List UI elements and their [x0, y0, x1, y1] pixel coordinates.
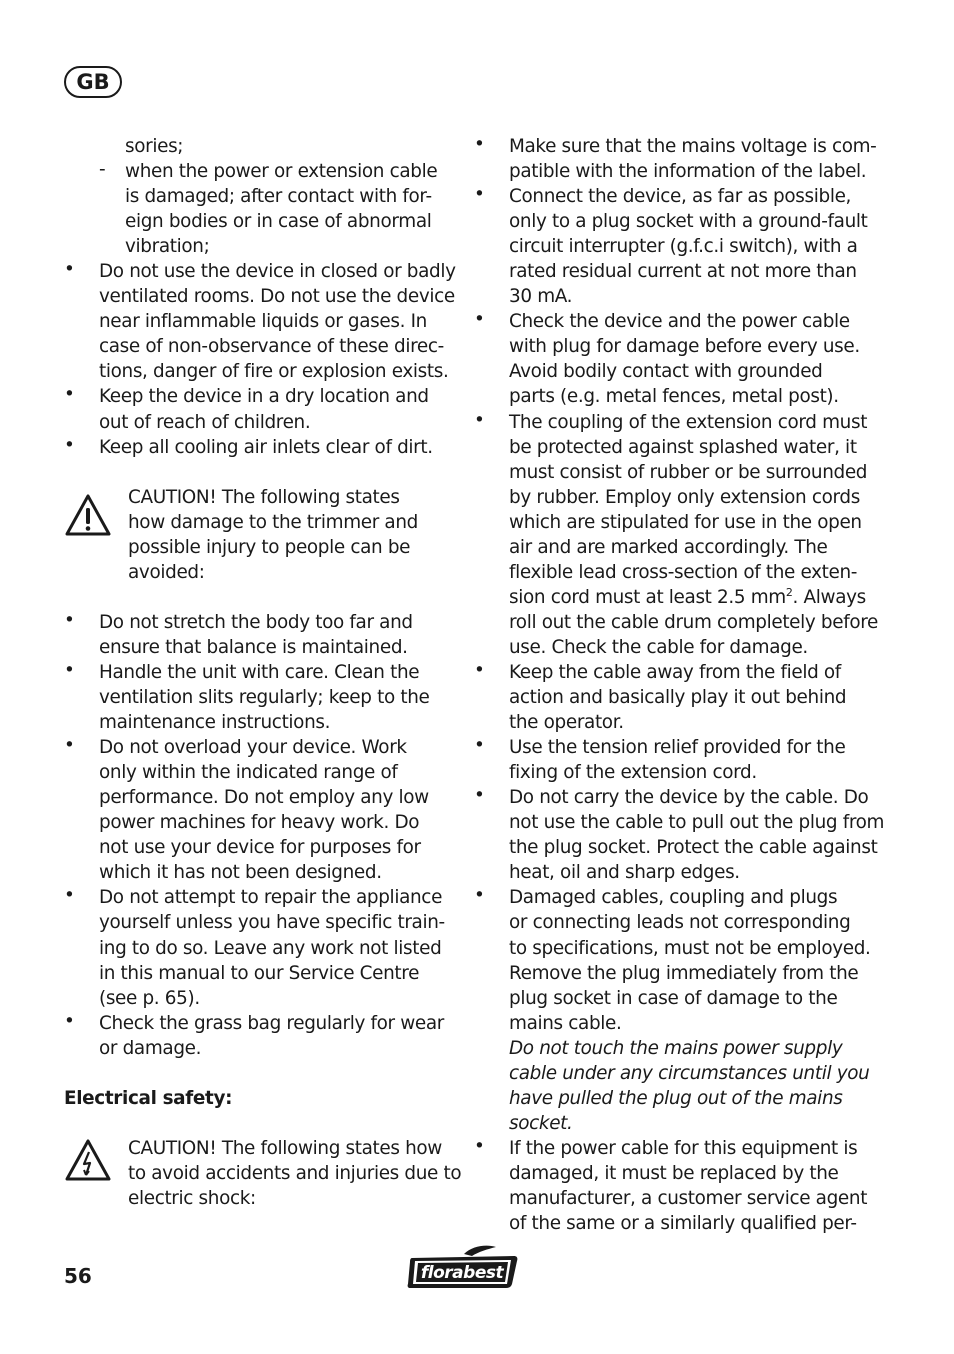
bullet: •	[64, 434, 75, 456]
bullet-item	[64, 660, 454, 735]
italic-note: socket.	[509, 1112, 573, 1134]
text-line: Keep the cable away from the field of	[509, 661, 841, 683]
text-line: only within the indicated range of	[99, 762, 398, 784]
bullet-item	[474, 309, 866, 409]
warning-exclamation-icon	[64, 493, 112, 537]
dash-item	[64, 159, 454, 259]
text-line: rated residual current at not more than	[509, 261, 857, 283]
text-line: The coupling of the extension cord must	[509, 411, 868, 433]
text-line: Connect the device, as far as possible,	[509, 186, 852, 208]
bullet: •	[474, 409, 485, 431]
bullet-item	[64, 610, 454, 660]
text-line: Make sure that the mains voltage is com-	[509, 136, 877, 157]
bullet-item	[474, 409, 879, 660]
text-line: Keep all cooling air inlets clear of dirt.	[99, 436, 433, 458]
bullet-item	[64, 435, 454, 460]
bullet-item	[64, 1011, 454, 1061]
bullet: •	[474, 134, 485, 155]
italic-note: cable under any circumstances until you	[509, 1062, 870, 1084]
text-line: must consist of rubber or be surrounded	[509, 461, 868, 483]
text-line: the operator.	[509, 712, 624, 734]
text-line: only to a plug socket with a ground-fault	[509, 211, 868, 233]
text-line: with plug for damage before every use.	[509, 336, 860, 358]
bullet: •	[64, 609, 75, 631]
text-line: Use the tension relief provided for the	[509, 737, 846, 759]
text-line: not use your device for purposes for	[99, 837, 421, 859]
text-line: which are stipulated for use in the open	[509, 511, 862, 533]
text-line: of the same or a similarly qualified per-	[509, 1213, 857, 1235]
text-line: Remove the plug immediately from the	[509, 962, 859, 984]
text-line: 30 mA.	[509, 286, 573, 308]
page-number: 56	[64, 1264, 92, 1288]
text-line: Check the grass bag regularly for wear	[99, 1012, 445, 1034]
bullet: •	[474, 735, 485, 757]
text-line: manufacturer, a customer service agent	[509, 1187, 868, 1209]
italic-note: have pulled the plug out of the mains	[509, 1087, 843, 1109]
text-line: ensure that balance is maintained.	[99, 636, 408, 658]
text-line: be protected against splashed water, it	[509, 436, 857, 458]
bullet: •	[474, 309, 485, 331]
text-line: fixing of the extension cord.	[509, 762, 757, 784]
text-line: which it has not been designed.	[99, 862, 382, 884]
bullet-item	[64, 735, 454, 885]
logo-text: florabest	[420, 1263, 504, 1283]
text-line: Check the device and the power cable	[509, 311, 850, 333]
bullet: •	[474, 659, 485, 681]
text-line: performance. Do not employ any low	[99, 787, 429, 809]
text-line: sories;	[125, 136, 184, 157]
bullet: •	[474, 1135, 485, 1157]
italic-note: Do not touch the mains power supply	[509, 1037, 843, 1059]
text-line: parts (e.g. metal fences, metal post).	[509, 386, 839, 408]
bullet-item	[64, 259, 454, 384]
text-line: flexible lead cross-section of the exten-	[509, 561, 858, 583]
text-fragment: . Always	[792, 586, 866, 608]
text-line: vibration;	[125, 236, 210, 258]
text-line: ventilation slits regularly; keep to the	[99, 687, 430, 709]
bullet-item	[474, 660, 866, 735]
text-line: Do not overload your device. Work	[99, 737, 407, 759]
bullet: •	[64, 1010, 75, 1032]
warning-electric-icon	[64, 1138, 112, 1182]
text-line: maintenance instructions.	[99, 712, 331, 734]
text-line: when the power or extension cable	[125, 161, 438, 183]
text-line: is damaged; after contact with for-	[125, 186, 432, 208]
bullet-item	[474, 134, 877, 184]
text-line: use. Check the cable for damage.	[509, 636, 808, 658]
right-column	[474, 134, 885, 1236]
text-line: heat, oil and sharp edges.	[509, 862, 740, 884]
bullet-item	[64, 885, 454, 1010]
text-line: patible with the information of the label.	[509, 161, 867, 183]
text-line: Keep the device in a dry location and	[99, 386, 429, 408]
text-line: damaged, it must be replaced by the	[509, 1162, 839, 1184]
text-line: Damaged cables, coupling and plugs	[509, 887, 838, 909]
text-line: or damage.	[99, 1037, 202, 1059]
text-line: Handle the unit with care. Clean the	[99, 661, 420, 683]
bullet-item	[474, 785, 885, 885]
text-line: circuit interrupter (g.f.c.i switch), with a	[509, 236, 858, 258]
bullet-item	[474, 184, 866, 309]
text-line: Do not stretch the body too far and	[99, 611, 413, 633]
bullet: •	[64, 735, 75, 757]
text-line: tions, danger of fire or explosion exists.	[99, 361, 449, 383]
text-line: air and are marked accordingly. The	[509, 536, 828, 558]
bullet-item	[64, 384, 454, 434]
text-line: Avoid bodily contact with grounded	[509, 361, 823, 383]
caution-text: avoided:	[128, 561, 205, 583]
text-line: yourself unless you have specific train-	[99, 912, 445, 934]
left-column	[64, 134, 462, 1211]
text-line: action and basically play it out behind	[509, 687, 847, 709]
superscript: 2	[785, 585, 793, 599]
text-line: Do not use the device in closed or badly	[99, 261, 456, 283]
bullet-item	[474, 1136, 866, 1236]
bullet: •	[474, 785, 485, 807]
caution-text: CAUTION! The following states	[128, 486, 400, 508]
caution-text: electric shock:	[128, 1187, 256, 1209]
text-fragment: sion cord must at least 2.5 mm	[509, 586, 786, 608]
bullet: •	[64, 659, 75, 681]
text-line: plug socket in case of damage to the	[509, 987, 838, 1009]
text-line: by rubber. Employ only extension cords	[509, 486, 860, 508]
text-line: or connecting leads not corresponding	[509, 912, 851, 934]
text-line: eign bodies or in case of abnormal	[125, 211, 432, 233]
caution-text: possible injury to people can be	[128, 536, 411, 558]
text-line: ventilated rooms. Do not use the device	[99, 286, 455, 308]
caution-block	[64, 485, 454, 585]
language-badge: GB	[64, 66, 122, 98]
text-line: roll out the cable drum completely before	[509, 611, 879, 633]
bullet-item	[474, 735, 866, 785]
text-line: the plug socket. Protect the cable against	[509, 837, 878, 859]
bullet: •	[64, 259, 75, 281]
text-line: (see p. 65).	[99, 987, 200, 1009]
caution-text: to avoid accidents and injuries due to	[128, 1162, 462, 1184]
text-line: Do not attempt to repair the appliance	[99, 887, 443, 909]
dash-marker: -	[99, 159, 106, 181]
bullet: •	[64, 885, 75, 907]
text-line: power machines for heavy work. Do	[99, 812, 420, 834]
text-line: not use the cable to pull out the plug from	[509, 812, 885, 834]
text-line: ing to do so. Leave any work not listed	[99, 937, 442, 959]
text-line: case of non-observance of these direc-	[99, 336, 444, 358]
caution-text: CAUTION! The following states how	[128, 1137, 442, 1159]
bullet-item	[474, 885, 871, 1135]
florabest-logo	[406, 1244, 520, 1290]
bullet: •	[474, 885, 485, 907]
text-line: mains cable.	[509, 1012, 622, 1034]
bullet: •	[474, 184, 485, 206]
text-line: in this manual to our Service Centre	[99, 962, 420, 984]
text-line	[474, 585, 866, 610]
bullet: •	[64, 384, 75, 406]
text-line: Do not carry the device by the cable. Do	[509, 787, 869, 809]
text-line: to specifications, must not be employed.	[509, 937, 871, 959]
caution-text: how damage to the trimmer and	[128, 511, 418, 533]
text-line: out of reach of children.	[99, 411, 311, 433]
text-line: If the power cable for this equipment is	[509, 1137, 858, 1159]
section-heading: Electrical safety:	[64, 1087, 233, 1109]
text-line: near inflammable liquids or gases. In	[99, 311, 427, 333]
caution-block	[64, 1136, 462, 1211]
